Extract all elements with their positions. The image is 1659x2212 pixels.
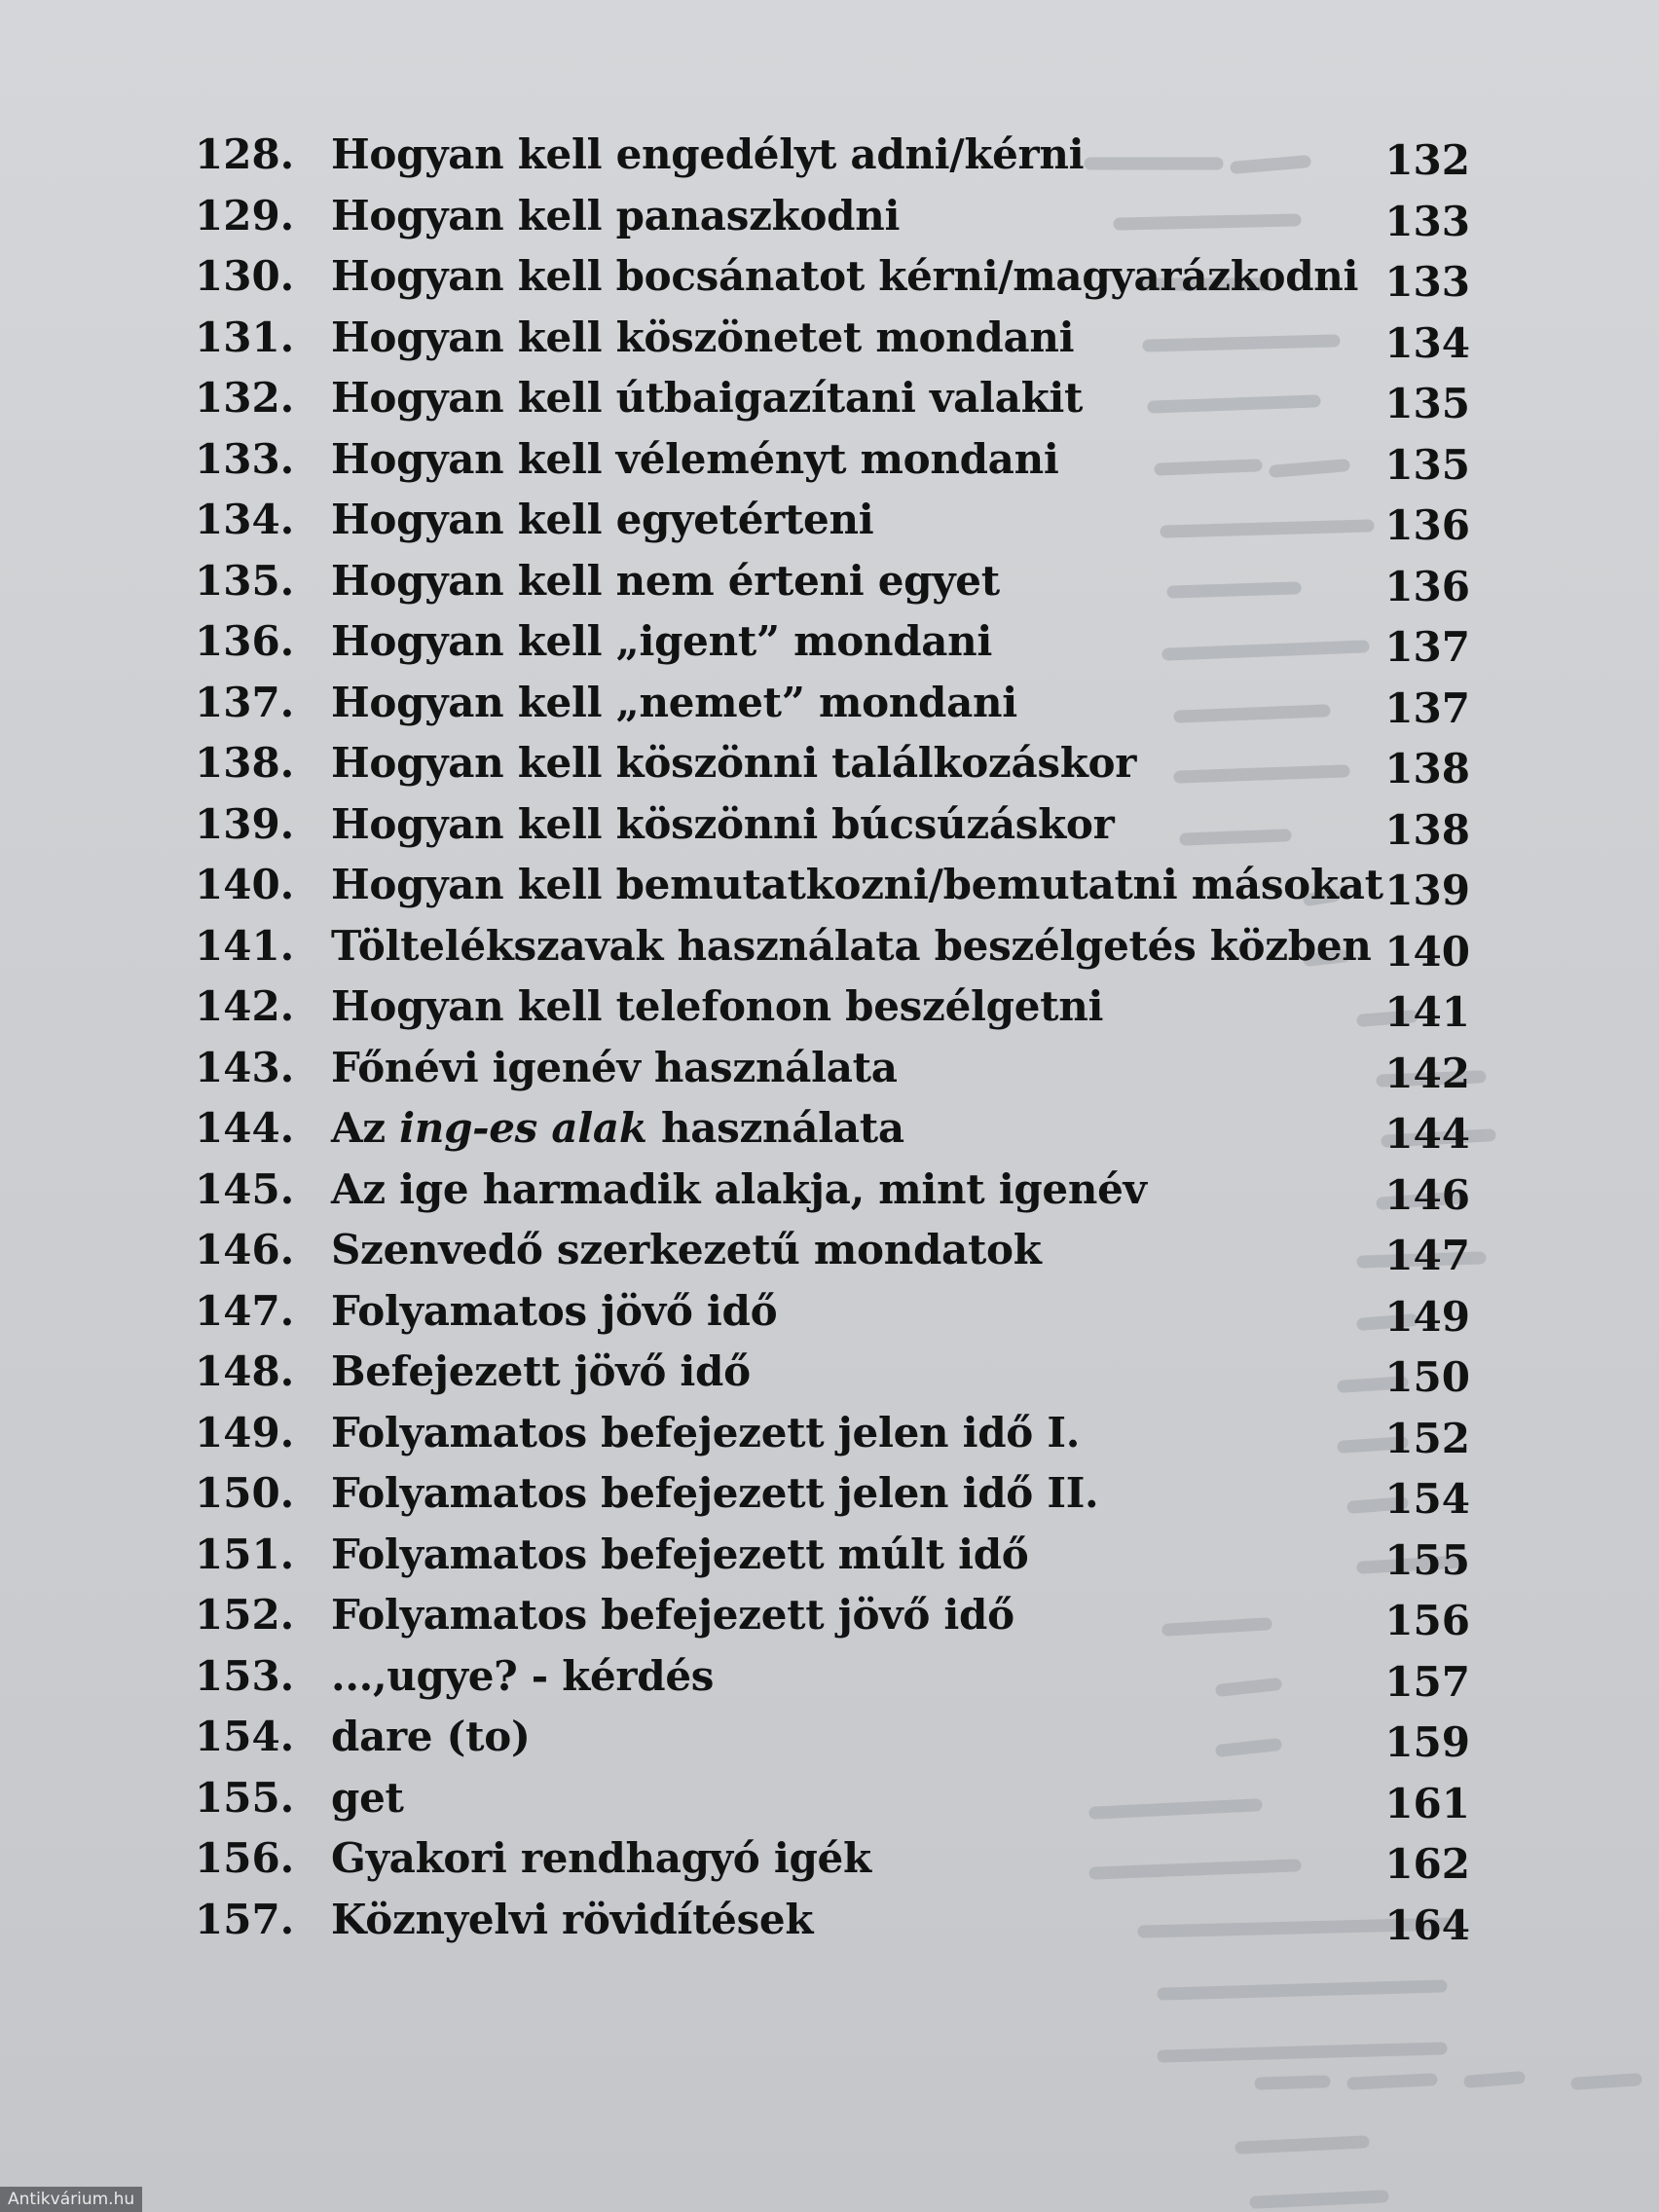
toc-entry-number: 130. (195, 252, 295, 300)
toc-entry-title: Hogyan kell bemutatkozni/bemutatni másokat (331, 861, 1383, 908)
toc-entry (195, 368, 1470, 429)
toc-entry-page: 154 (1384, 1475, 1470, 1523)
toc-entry-number: 139. (195, 799, 295, 848)
toc-entry-title: get (331, 1773, 404, 1822)
toc-entry-title: Hogyan kell bocsánatot kérni/magyarázkodni (331, 252, 1359, 300)
toc-entry-title: Folyamatos befejezett jelen idő I. (331, 1408, 1081, 1456)
toc-entry (195, 1890, 1470, 1951)
toc-entry-title: Hogyan kell köszönetet mondani (331, 313, 1075, 361)
toc-entry-number: 152. (195, 1591, 295, 1639)
toc-entry-page: 162 (1384, 1840, 1470, 1888)
toc-entry (195, 1098, 1470, 1160)
toc-entry-title: Folyamatos befejezett jövő idő (331, 1591, 1014, 1639)
toc-entry-page: 135 (1384, 440, 1470, 489)
toc-entry-number: 131. (195, 313, 295, 361)
toc-entry (195, 1220, 1470, 1281)
toc-entry-number: 132. (195, 374, 295, 422)
toc-entry-number: 141. (195, 921, 295, 970)
toc-entry-title: Töltelékszavak használata beszélgetés közben (331, 921, 1372, 970)
toc-entry-page: 159 (1384, 1718, 1470, 1766)
toc-entry-title: Folyamatos befejezett jelen idő II. (331, 1469, 1099, 1517)
toc-entry (195, 673, 1470, 734)
toc-entry-page: 161 (1384, 1779, 1470, 1827)
toc-entry (195, 1281, 1470, 1343)
toc-entry-number: 157. (195, 1895, 295, 1943)
toc-entry-title: Befejezett jövő idő (331, 1347, 751, 1395)
toc-entry-page: 142 (1384, 1049, 1470, 1097)
toc-entry-page: 144 (1384, 1110, 1470, 1158)
toc-entry (195, 308, 1470, 369)
toc-entry (195, 1768, 1470, 1829)
toc-entry-number: 142. (195, 982, 295, 1030)
toc-entry-number: 137. (195, 678, 295, 726)
toc-entry (195, 1707, 1470, 1768)
toc-entry-title: Szenvedő szerkezetű mondatok (331, 1226, 1042, 1273)
toc-entry-title: Hogyan kell egyetérteni (331, 496, 874, 543)
toc-entry-number: 150. (195, 1469, 295, 1517)
toc-entry-title: Hogyan kell véleményt mondani (331, 434, 1059, 483)
toc-entry-page: 149 (1384, 1292, 1470, 1341)
toc-entry-page: 137 (1384, 623, 1470, 671)
toc-entry (195, 855, 1470, 916)
toc-entry-title: Hogyan kell panaszkodni (331, 191, 901, 240)
toc-entry-title-suffix: használata (646, 1104, 904, 1152)
toc-entry-number: 144. (195, 1104, 295, 1152)
toc-entry-number: 156. (195, 1834, 295, 1882)
toc-entry-title: Az ige harmadik alakja, mint igenév (331, 1164, 1147, 1213)
toc-entry-page: 133 (1384, 258, 1470, 306)
toc-entry-title: ...,ugye? - kérdés (331, 1651, 715, 1700)
toc-entry-number: 147. (195, 1286, 295, 1335)
toc-entry-number: 154. (195, 1713, 295, 1760)
toc-entry-number: 155. (195, 1773, 295, 1822)
toc-entry-number: 129. (195, 191, 295, 240)
toc-entry-title: Hogyan kell útbaigazítani valakit (331, 374, 1084, 422)
toc-entry-page: 135 (1384, 380, 1470, 427)
toc-entry (195, 1828, 1470, 1890)
toc-entry-title: Hogyan kell engedélyt adni/kérni (331, 130, 1085, 178)
toc-entry-number: 145. (195, 1164, 295, 1213)
toc-entry-page: 152 (1384, 1414, 1470, 1462)
toc-entry-number: 143. (195, 1043, 295, 1091)
toc-entry-title: Hogyan kell „nemet” mondani (331, 678, 1017, 726)
toc-entry-page: 157 (1384, 1657, 1470, 1706)
toc-entry (195, 1463, 1470, 1525)
toc-entry (195, 551, 1470, 612)
toc-entry-number: 153. (195, 1651, 295, 1700)
toc-entry-page: 155 (1384, 1535, 1470, 1584)
toc-entry-title-prefix: Az (331, 1104, 400, 1152)
toc-entry-number: 134. (195, 496, 295, 543)
toc-entry-number: 151. (195, 1530, 295, 1578)
toc-entry-page: 132 (1384, 136, 1470, 184)
toc-entry-title: Folyamatos befejezett múlt idő (331, 1530, 1029, 1578)
toc-entry-page: 147 (1384, 1232, 1470, 1279)
toc-entry (195, 977, 1470, 1038)
toc-entry-number: 135. (195, 556, 295, 605)
toc-entry-page: 140 (1384, 927, 1470, 976)
toc-entry (195, 429, 1470, 491)
toc-entry-number: 128. (195, 130, 295, 178)
toc-entry-number: 146. (195, 1226, 295, 1273)
toc-entry-title: Hogyan kell „igent” mondani (331, 617, 993, 665)
toc-entry-title: Hogyan kell köszönni búcsúzáskor (331, 799, 1115, 848)
toc-entry-title: Hogyan kell köszönni találkozáskor (331, 739, 1137, 787)
toc-entry-title: Folyamatos jövő idő (331, 1286, 778, 1335)
toc-entry (195, 1525, 1470, 1586)
toc-entry-number: 136. (195, 617, 295, 665)
toc-entry (195, 1403, 1470, 1464)
toc-entry-title: Főnévi igenév használata (331, 1043, 898, 1091)
toc-entry (195, 246, 1470, 308)
toc-entry-page: 139 (1384, 866, 1470, 914)
toc-entry-title: Köznyelvi rövidítések (331, 1895, 814, 1943)
toc-entry-page: 136 (1384, 562, 1470, 610)
toc-entry (195, 916, 1470, 977)
toc-entry (195, 490, 1470, 551)
toc-entry-number: 138. (195, 739, 295, 787)
toc-entry-page: 141 (1384, 988, 1470, 1036)
toc-entry (195, 1342, 1470, 1403)
toc-entry-number: 133. (195, 434, 295, 483)
toc-entry-number: 149. (195, 1408, 295, 1456)
toc-entry-title-italic: ing-es alak (399, 1104, 647, 1152)
toc-entry-page: 138 (1384, 805, 1470, 854)
toc-entry (195, 733, 1470, 794)
toc-entry-page: 138 (1384, 745, 1470, 793)
toc-entry-page: 136 (1384, 501, 1470, 549)
toc-entry-number: 140. (195, 861, 295, 908)
toc-entry (195, 125, 1470, 186)
toc-entry-page: 146 (1384, 1170, 1470, 1219)
toc-entry (195, 1585, 1470, 1646)
toc-entry-title: Hogyan kell telefonon beszélgetni (331, 982, 1104, 1030)
toc-entry-page: 164 (1384, 1900, 1470, 1949)
toc-entry-title: Hogyan kell nem érteni egyet (331, 556, 1000, 605)
toc-entry (195, 186, 1470, 247)
toc-entry-page: 134 (1384, 318, 1470, 367)
toc-entry-page: 156 (1384, 1597, 1470, 1644)
toc-entry-page: 150 (1384, 1353, 1470, 1401)
toc-entry-title: dare (to) (331, 1713, 531, 1760)
source-watermark: Antikvárium.hu (0, 2187, 142, 2212)
table-of-contents (195, 125, 1470, 1950)
toc-entry (195, 1646, 1470, 1708)
toc-entry-number: 148. (195, 1347, 295, 1395)
toc-entry (195, 1038, 1470, 1099)
toc-entry-page: 133 (1384, 197, 1470, 245)
toc-entry-page: 137 (1384, 683, 1470, 732)
toc-entry (195, 611, 1470, 673)
toc-entry-title: Gyakori rendhagyó igék (331, 1834, 871, 1882)
toc-entry-title (331, 1098, 904, 1160)
toc-entry (195, 794, 1470, 856)
toc-entry (195, 1160, 1470, 1221)
